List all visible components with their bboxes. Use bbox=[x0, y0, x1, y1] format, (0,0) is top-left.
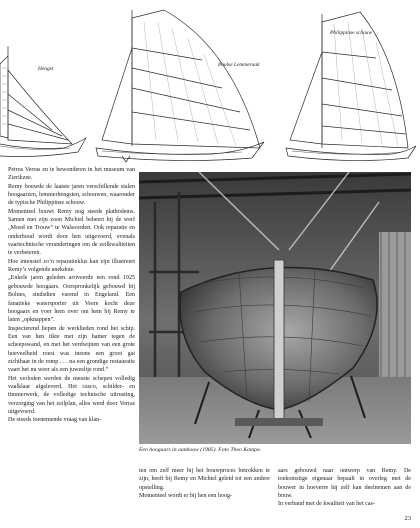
paragraph: aars gebouwd naar ontwerp van Remy. De toekomstige eigenaar bepaalt in overleg met de bouwer in hoeverre hij zelf kan deelnemen aan de bouw. bbox=[278, 468, 411, 500]
hengst-label: Hengst bbox=[38, 66, 54, 72]
paragraph: Petrus Verras en te bewonderen in het museum van Zierikzee. bbox=[8, 167, 135, 182]
paragraph: ten om zelf meer bij het bouwproces betrokken te zijn, heeft bij Remy en Michiel geleid tot een andere opstelling. bbox=[139, 468, 270, 491]
paragraph: „Enkele jaren geleden arriveerde een rond 1925 gebouwde hoogaars. Oorspronkelijk gebouwd bij Bolnes, sindsdien varend in Engeland. Een fanatieke watersporter uit Veere kocht deze hoogaars en voer hem over om hem bij Remy te laten „opknappen”. bbox=[8, 275, 135, 324]
paragraph: Het verloden werden de meeste schepen volledig vaalklaar afgeleverd. Het casco, schilder- en timmerwerk, de volledige technische uitrusting, verzorging van het zeilplan, alles werd door Verras uitgevoerd. bbox=[8, 375, 135, 415]
paragraph: In verband met de kwaliteit van het cas- bbox=[278, 501, 375, 508]
hengst-sketch bbox=[0, 40, 92, 162]
hull-construction-photo bbox=[139, 172, 411, 444]
lemmeraak-label: Paulse Lemmeraak bbox=[218, 62, 260, 68]
paragraph: De steeds toenemende vraag van klan- bbox=[8, 417, 102, 424]
bottom-right-column bbox=[278, 467, 411, 509]
schouw-label: Philippinse schouw bbox=[330, 30, 373, 36]
paragraph: Inspecterend liepen de werklieden rond het schip. Een van hen tikte met zijn hamer tegen de scheepswand, en met het verdwijnen van een grote hoeveelheid roest was ineens een groot gat zichtbaar in de romp . . . na een grondige restauratie vaart het nu weer als een juweeltje rond.” bbox=[8, 325, 135, 374]
paragraph: Hoe intensief zo’n reparatieklus kan zijn illustreert Remy’s volgende anekdote. bbox=[8, 258, 135, 274]
bottom-middle-column bbox=[139, 467, 270, 500]
paragraph: Momenteel bouwt Remy nog steeds platbodems. Samen met zijn zoon Michiel beheert hij de werf „Moed en Trouw” te Walsoorden. Ook reparatie en onderhoud wordt door hen uitgevoerd, evenals vaartechnische veranderingen om de zeilkwaliteiten te verbeteren. bbox=[8, 208, 135, 257]
paragraph: Momenteel wordt er bij hen een hoog- bbox=[139, 493, 233, 500]
paragraph: Remy bouwde de laatste jaren verschillende stalen hoogaarzen, lemmerhengsten, schouwen, waaronder de typische Philippinse schouw. bbox=[8, 183, 135, 207]
lemmeraak-sketch bbox=[92, 8, 272, 164]
left-text-column bbox=[8, 166, 135, 425]
page-number: 23 bbox=[404, 515, 411, 522]
photo-caption: Een hoogaars in aanbouw (1985). Foto Theo Kampa. bbox=[139, 447, 262, 453]
